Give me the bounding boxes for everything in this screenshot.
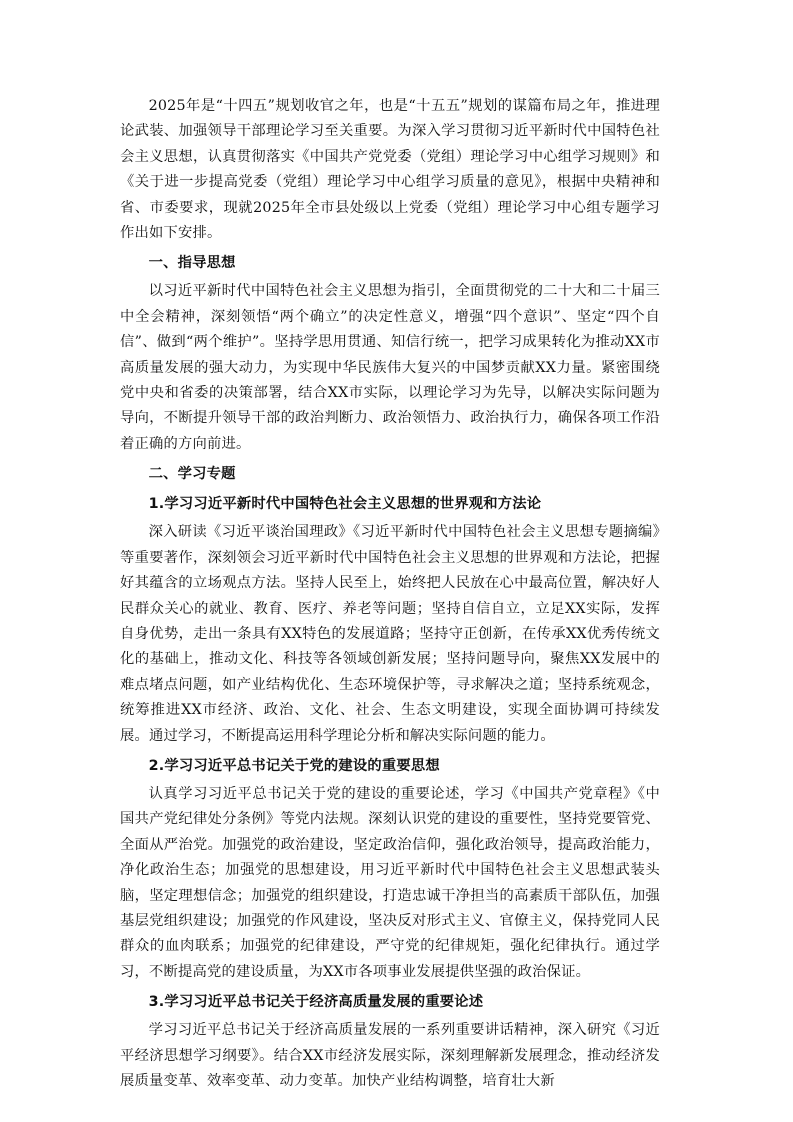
topic-heading-1: 1.学习习近平新时代中国特色社会主义思想的世界观和方法论 [148, 496, 542, 513]
section-heading-study-topics: 二、学习专题 [148, 466, 236, 483]
topic-paragraph-2: 认真学习习近平总书记关于党的建设的重要论述，学习《中国共产党章程》《中国共产党纪律处分条例》等党内法规。深刻认识党的建设的重要性，坚持党要管党、全面从严治党。加强党的政治建设，坚定政治信仰，强化政治领导，提高政治能力，净化政治生态；加强党的思想建设，用习近平新时代中国特色社会主义思想武装头脑，坚定理想信念；加强党的组织建设，打造忠诚干净担当的高素质干部队伍，加强基层党组织建设；加强党的作风建设，坚决反对形式主义、官僚主义，保持党同人民群众的血肉联系；加强党的纪律建设，严守党的纪律规矩，强化纪律执行。通过学习，不断提高党的建设质量，为XX市各项事业发展提供坚强的政治保证。 [120, 785, 660, 980]
topic-paragraph-1: 深入研读《习近平谈治国理政》《习近平新时代中国特色社会主义思想专题摘编》等重要著作，深刻领会习近平新时代中国特色社会主义思想的世界观和方法论，把握好其蕴含的立场观点方法。坚持人民至上，始终把人民放在心中最高位置，解决好人民群众关心的就业、教育、医疗、养老等问题；坚持自信自立，立足XX实际，发挥自身优势，走出一条具有XX特色的发展道路；坚持守正创新，在传承XX优秀传统文化的基础上，推动文化、科技等各领域创新发展；坚持问题导向，聚焦XX发展中的难点堵点问题，如产业结构优化、生态环境保护等，寻求解决之道；坚持系统观念，统筹推进XX市经济、政治、文化、社会、生态文明建设，实现全面协调可持续发展。通过学习，不断提高运用科学理论分析和解决实际问题的能力。 [120, 524, 660, 744]
topic-paragraph-3: 学习习近平总书记关于经济高质量发展的一系列重要讲话精神，深入研究《习近平经济思想学习纲要》。结合XX市经济发展实际，深刻理解新发展理念，推动经济发展质量变革、效率变革、动力变革。加快产业结构调整，培育壮大新 [120, 1022, 660, 1089]
guiding-ideology-paragraph: 以习近平新时代中国特色社会主义思想为指引，全面贯彻党的二十大和二十届三中全会精神，深刻领悟“两个确立”的决定性意义，增强“四个意识”、坚定“四个自信”、做到“两个维护”。坚持学思用贯通、知信行统一，把学习成果转化为推动XX市高质量发展的强大动力，为实现中华民族伟大复兴的中国梦贡献XX力量。紧密围绕党中央和省委的决策部署，结合XX市实际，以理论学习为先导，以解决实际问题为导向，不断提升领导干部的政治判断力、政治领悟力、政治执行力，确保各项工作沿着正确的方向前进。 [120, 283, 660, 452]
topic-heading-2: 2.学习习近平总书记关于党的建设的重要思想 [148, 757, 440, 774]
topic-heading-3: 3.学习习近平总书记关于经济高质量发展的重要论述 [148, 994, 484, 1011]
section-heading-guiding-ideology: 一、指导思想 [148, 255, 236, 272]
intro-paragraph: 2025年是“十四五”规划收官之年，也是“十五五”规划的谋篇布局之年，推进理论武装、加强领导干部理论学习至关重要。为深入学习贯彻习近平新时代中国特色社会主义思想，认真贯彻落实《中国共产党党委（党组）理论学习中心组学习规则》和《关于进一步提高党委（党组）理论学习中心组学习质量的意见》，根据中央精神和省、市委要求，现就2025年全市县处级以上党委（党组）理论学习中心组专题学习作出如下安排。 [120, 98, 660, 242]
